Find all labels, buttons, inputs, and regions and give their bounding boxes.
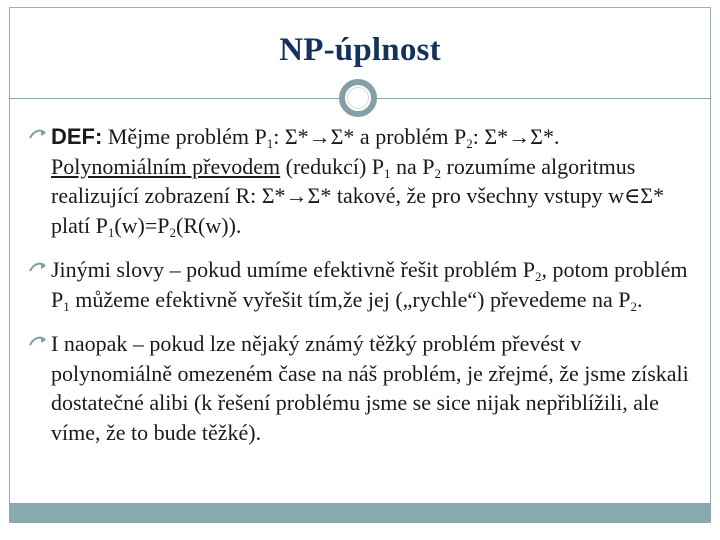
slide-title: NP-úplnost bbox=[279, 32, 441, 68]
curved-arrow-bullet-icon bbox=[29, 128, 47, 142]
paragraph-conversely: I naopak – pokud lze nějaký známý těžký problém převést v polynomiálně omezeném čase na náš problém, je zřejmé, že jsme získali dostatečné alibi (k řešení problému jsme se sice nijak nepřiblížili, ale víme, že to bude těžké). bbox=[32, 329, 697, 447]
paragraph-other-words: Jinými slovy – pokud umíme efektivně řešit problém $P_2$, potom problém $P_1$ můžeme efektivně vyřešit tím,že jej („rychle“) převedeme na $P_2$. bbox=[32, 255, 697, 314]
ring-divider-icon bbox=[339, 79, 377, 117]
slide-content bbox=[32, 122, 697, 447]
paragraph-definition: DEF: Mějme problém $P_1$: Σ*→Σ* a problém $P_2$: Σ*→Σ*. Polynomiálním převodem (redukcí) $P_1$ na $P_2$ rozumíme algoritmus realizující zobrazení R: Σ*→Σ* takové, že pro všechny vstupy w∈Σ* platí $P_1(w)=P_2(R(w))$. bbox=[32, 122, 697, 240]
underlined-term: Polynomiálním převodem bbox=[51, 153, 281, 179]
footer-bar bbox=[9, 503, 711, 523]
bottom-strip bbox=[0, 523, 720, 540]
definition-label: DEF: bbox=[51, 124, 103, 149]
curved-arrow-bullet-icon bbox=[29, 335, 47, 349]
curved-arrow-bullet-icon bbox=[29, 261, 47, 275]
